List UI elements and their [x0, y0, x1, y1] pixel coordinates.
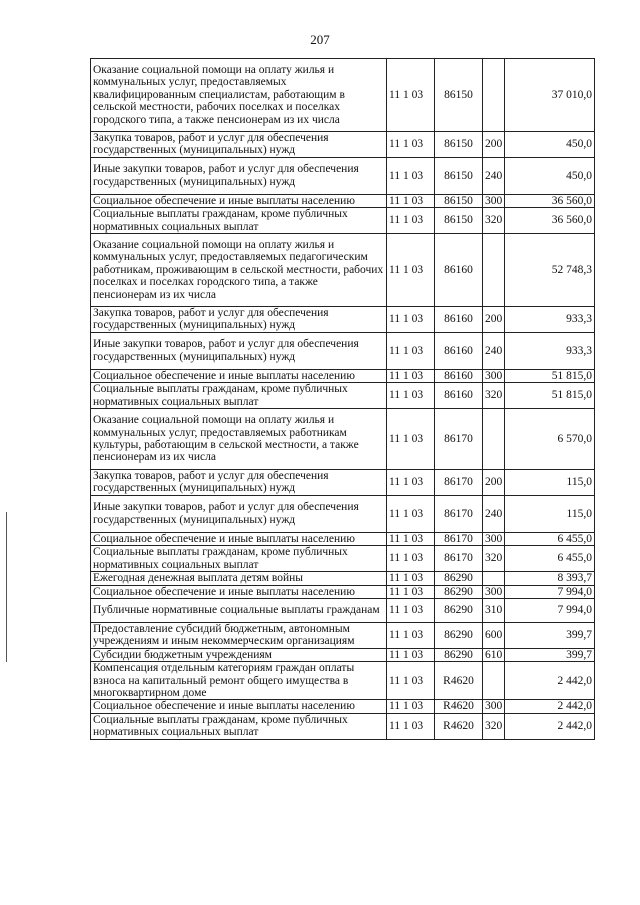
row-article-code: 86170: [435, 532, 483, 545]
table-row: [91, 409, 595, 470]
row-amount: 2 442,0: [505, 662, 595, 700]
row-name: Предоставление субсидий бюджетным, автономным учреждениям и иным некоммерческим организациям: [91, 622, 387, 648]
row-amount: 450,0: [505, 132, 595, 158]
table-row: [91, 495, 595, 532]
row-article-code: 86150: [435, 157, 483, 194]
row-amount: 933,3: [505, 332, 595, 369]
row-name: Ежегодная денежная выплата детям войны: [91, 572, 387, 585]
row-amount: 36 560,0: [505, 208, 595, 234]
row-amount: 51 815,0: [505, 383, 595, 409]
table-row: [91, 648, 595, 661]
table-row: [91, 369, 595, 382]
table-row: [91, 234, 595, 307]
row-name: Закупка товаров, работ и услуг для обеспечения государственных (муниципальных) нужд: [91, 470, 387, 496]
row-name: Социальное обеспечение и иные выплаты населению: [91, 532, 387, 545]
row-name: Закупка товаров, работ и услуг для обеспечения государственных (муниципальных) нужд: [91, 307, 387, 333]
row-expense-type: 300: [483, 700, 505, 713]
row-amount: 6 570,0: [505, 409, 595, 470]
table-row: [91, 598, 595, 622]
row-article-code: 86170: [435, 409, 483, 470]
row-article-code: 86290: [435, 572, 483, 585]
row-amount: 36 560,0: [505, 194, 595, 207]
row-amount: 2 442,0: [505, 713, 595, 739]
row-name: Оказание социальной помощи на оплату жилья и коммунальных услуг, предоставляемых квалифицированным специалистам, работающим в сельской местности, рабочих поселках и поселках городского типа, а также пенсионерам из их числа: [91, 59, 387, 132]
row-name: Социальные выплаты гражданам, кроме публичных нормативных социальных выплат: [91, 383, 387, 409]
row-article-code: 86150: [435, 208, 483, 234]
row-expense-type: 200: [483, 132, 505, 158]
row-expense-type: 300: [483, 194, 505, 207]
row-section-code: 11 1 03: [387, 532, 435, 545]
row-amount: 399,7: [505, 622, 595, 648]
row-name: Субсидии бюджетным учреждениям: [91, 648, 387, 661]
row-name: Закупка товаров, работ и услуг для обеспечения государственных (муниципальных) нужд: [91, 132, 387, 158]
table-row: [91, 307, 595, 333]
row-article-code: 86160: [435, 307, 483, 333]
row-name: Компенсация отдельным категориям граждан оплаты взноса на капитальный ремонт общего имущества в многоквартирном доме: [91, 662, 387, 700]
row-section-code: 11 1 03: [387, 59, 435, 132]
row-article-code: 86170: [435, 495, 483, 532]
row-article-code: 86150: [435, 194, 483, 207]
row-section-code: 11 1 03: [387, 572, 435, 585]
row-expense-type: 600: [483, 622, 505, 648]
row-amount: 6 455,0: [505, 532, 595, 545]
row-article-code: 86290: [435, 585, 483, 598]
row-section-code: 11 1 03: [387, 713, 435, 739]
row-article-code: 86160: [435, 369, 483, 382]
table-row: [91, 572, 595, 585]
row-article-code: 86160: [435, 332, 483, 369]
row-amount: 51 815,0: [505, 369, 595, 382]
row-section-code: 11 1 03: [387, 585, 435, 598]
row-expense-type: 610: [483, 648, 505, 661]
row-article-code: 86150: [435, 132, 483, 158]
row-expense-type: [483, 234, 505, 307]
row-expense-type: 240: [483, 332, 505, 369]
row-section-code: 11 1 03: [387, 369, 435, 382]
budget-table-body: [91, 59, 595, 740]
row-name: Социальное обеспечение и иные выплаты населению: [91, 700, 387, 713]
row-amount: 399,7: [505, 648, 595, 661]
page-number: 207: [310, 32, 330, 47]
table-row: [91, 59, 595, 132]
table-row: [91, 194, 595, 207]
row-amount: 6 455,0: [505, 546, 595, 572]
row-expense-type: [483, 572, 505, 585]
row-expense-type: 300: [483, 369, 505, 382]
row-expense-type: [483, 59, 505, 132]
row-name: Иные закупки товаров, работ и услуг для обеспечения государственных (муниципальных) нужд: [91, 332, 387, 369]
row-expense-type: 200: [483, 470, 505, 496]
row-name: Социальные выплаты гражданам, кроме публичных нормативных социальных выплат: [91, 208, 387, 234]
table-row: [91, 622, 595, 648]
row-name: Иные закупки товаров, работ и услуг для обеспечения государственных (муниципальных) нужд: [91, 157, 387, 194]
row-section-code: 11 1 03: [387, 409, 435, 470]
row-expense-type: 320: [483, 383, 505, 409]
row-amount: 7 994,0: [505, 585, 595, 598]
row-section-code: 11 1 03: [387, 132, 435, 158]
row-article-code: 86170: [435, 470, 483, 496]
row-section-code: 11 1 03: [387, 622, 435, 648]
row-amount: 2 442,0: [505, 700, 595, 713]
table-row: [91, 713, 595, 739]
table-row: [91, 470, 595, 496]
table-row: [91, 208, 595, 234]
row-section-code: 11 1 03: [387, 234, 435, 307]
margin-line: [6, 512, 7, 662]
row-section-code: 11 1 03: [387, 546, 435, 572]
row-section-code: 11 1 03: [387, 332, 435, 369]
row-section-code: 11 1 03: [387, 700, 435, 713]
row-name: Оказание социальной помощи на оплату жилья и коммунальных услуг, предоставляемых работникам культуры, работающим в сельской местности, а также пенсионерам из их числа: [91, 409, 387, 470]
row-article-code: R4620: [435, 662, 483, 700]
row-expense-type: [483, 409, 505, 470]
row-name: Социальные выплаты гражданам, кроме публичных нормативных социальных выплат: [91, 546, 387, 572]
table-row: [91, 383, 595, 409]
table-row: [91, 700, 595, 713]
table-row: [91, 585, 595, 598]
row-name: Социальное обеспечение и иные выплаты населению: [91, 194, 387, 207]
table-row: [91, 546, 595, 572]
row-amount: 52 748,3: [505, 234, 595, 307]
row-section-code: 11 1 03: [387, 157, 435, 194]
row-section-code: 11 1 03: [387, 662, 435, 700]
table-row: [91, 662, 595, 700]
row-article-code: 86160: [435, 383, 483, 409]
row-amount: 115,0: [505, 470, 595, 496]
row-article-code: 86290: [435, 598, 483, 622]
row-expense-type: 300: [483, 532, 505, 545]
row-expense-type: 320: [483, 208, 505, 234]
budget-table: [90, 58, 595, 740]
row-section-code: 11 1 03: [387, 307, 435, 333]
row-article-code: 86290: [435, 622, 483, 648]
row-amount: 933,3: [505, 307, 595, 333]
row-section-code: 11 1 03: [387, 470, 435, 496]
row-article-code: 86160: [435, 234, 483, 307]
row-section-code: 11 1 03: [387, 194, 435, 207]
row-name: Публичные нормативные социальные выплаты гражданам: [91, 598, 387, 622]
row-section-code: 11 1 03: [387, 383, 435, 409]
row-article-code: 86150: [435, 59, 483, 132]
row-expense-type: 310: [483, 598, 505, 622]
row-amount: 8 393,7: [505, 572, 595, 585]
row-expense-type: 240: [483, 495, 505, 532]
row-name: Оказание социальной помощи на оплату жилья и коммунальных услуг, предоставляемых педагогическим работникам, проживающим в сельской местности, рабочих поселках и поселках городского типа, а также пенсионерам из их числа: [91, 234, 387, 307]
row-name: Социальное обеспечение и иные выплаты населению: [91, 369, 387, 382]
row-expense-type: 320: [483, 546, 505, 572]
row-amount: 450,0: [505, 157, 595, 194]
row-section-code: 11 1 03: [387, 648, 435, 661]
row-section-code: 11 1 03: [387, 495, 435, 532]
table-row: [91, 532, 595, 545]
row-expense-type: 200: [483, 307, 505, 333]
row-section-code: 11 1 03: [387, 598, 435, 622]
row-expense-type: 240: [483, 157, 505, 194]
table-row: [91, 132, 595, 158]
row-name: Социальные выплаты гражданам, кроме публичных нормативных социальных выплат: [91, 713, 387, 739]
row-article-code: R4620: [435, 713, 483, 739]
row-article-code: 86290: [435, 648, 483, 661]
row-article-code: R4620: [435, 700, 483, 713]
row-expense-type: 320: [483, 713, 505, 739]
row-expense-type: [483, 662, 505, 700]
row-expense-type: 300: [483, 585, 505, 598]
row-name: Социальное обеспечение и иные выплаты населению: [91, 585, 387, 598]
row-amount: 7 994,0: [505, 598, 595, 622]
row-amount: 37 010,0: [505, 59, 595, 132]
row-amount: 115,0: [505, 495, 595, 532]
row-name: Иные закупки товаров, работ и услуг для обеспечения государственных (муниципальных) нужд: [91, 495, 387, 532]
row-article-code: 86170: [435, 546, 483, 572]
row-section-code: 11 1 03: [387, 208, 435, 234]
table-row: [91, 157, 595, 194]
table-row: [91, 332, 595, 369]
